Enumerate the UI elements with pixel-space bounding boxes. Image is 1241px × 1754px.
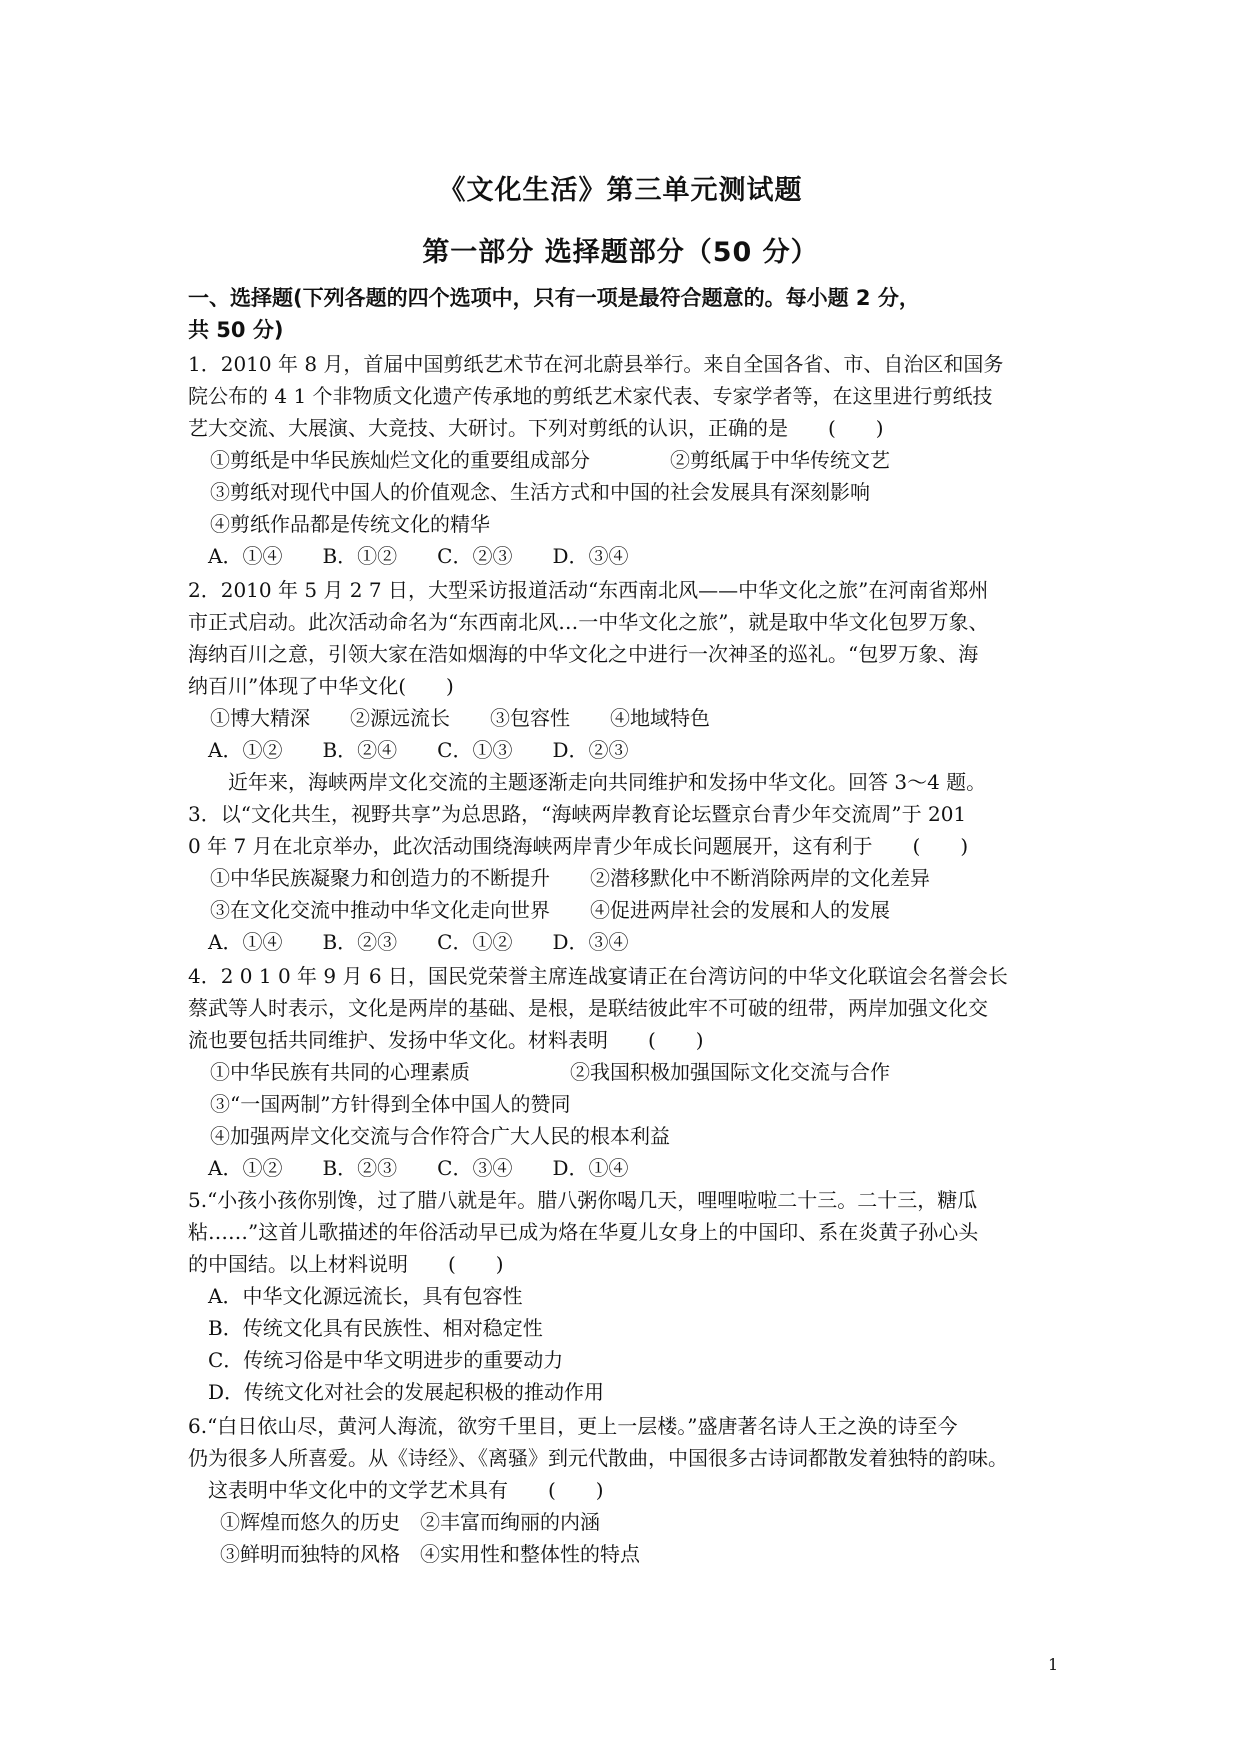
question-5-text: 的中国结。以上材料说明 ( ) <box>188 1252 504 1276</box>
section-heading-line-2: 共 50 分) <box>188 318 284 342</box>
part-title: 第一部分 选择题部分（50 分） <box>422 237 819 268</box>
question-6-option: ③鲜明而独特的风格 ④实用性和整体性的特点 <box>220 1542 640 1566</box>
question-5-choice-a: A．中华文化源远流长，具有包容性 <box>208 1284 523 1308</box>
question-2-text: 市正式启动。此次活动命名为“东西南北风…一中华文化之旅”，就是取中华文化包罗万象、 <box>188 610 989 634</box>
question-4-option: ④加强两岸文化交流与合作符合广大人民的根本利益 <box>210 1124 670 1148</box>
question-3-option: ①中华民族凝聚力和创造力的不断提升 ②潜移默化中不断消除两岸的文化差异 <box>210 866 930 890</box>
question-6-text: 仍为很多人所喜爱。从《诗经》、《离骚》到元代散曲，中国很多古诗词都散发着独特的韵味。 <box>188 1446 1008 1470</box>
question-5-choice-c: C．传统习俗是中华文明进步的重要动力 <box>208 1348 564 1372</box>
page-number: 1 <box>1048 1655 1059 1674</box>
question-1-option: ③剪纸对现代中国人的价值观念、生活方式和中国的社会发展具有深刻影响 <box>210 480 870 504</box>
question-5-choice-d: D．传统文化对社会的发展起积极的推动作用 <box>208 1380 605 1404</box>
question-2-text: 纳百川”体现了中华文化( ) <box>188 674 454 698</box>
question-6-option: ①辉煌而悠久的历史 ②丰富而绚丽的内涵 <box>220 1510 600 1534</box>
question-1-text: 院公布的 4 1 个非物质文化遗产传承地的剪纸艺术家代表、专家学者等，在这里进行剪纸技 <box>188 384 993 408</box>
question-6-text: 6.“白日依山尽，黄河人海流，欲穷千里目，更上一层楼。”盛唐著名诗人王之涣的诗至今 <box>188 1414 958 1438</box>
passage-intro: 近年来，海峡两岸文化交流的主题逐渐走向共同维护和发扬中华文化。回答 3～4 题。 <box>228 770 987 794</box>
question-3-text: 0 年 7 月在北京举办，此次活动围绕海峡两岸青少年成长问题展开，这有利于 ( ) <box>188 834 969 858</box>
question-3-text: 3．以“文化共生，视野共享”为总思路，“海峡两岸教育论坛暨京台青少年交流周”于 201 <box>188 802 967 826</box>
question-4-text: 流也要包括共同维护、发扬中华文化。材料表明 ( ) <box>188 1028 704 1052</box>
question-4-text: 蔡武等人时表示，文化是两岸的基础、是根，是联结彼此牢不可破的纽带，两岸加强文化交 <box>188 996 988 1020</box>
question-2-text: 海纳百川之意，引领大家在浩如烟海的中华文化之中进行一次神圣的巡礼。“包罗万象、海 <box>188 642 979 666</box>
question-4-text: 4．2 0 1 0 年 9 月 6 日，国民党荣誉主席连战宴请正在台湾访问的中华文化联谊会名誉会长 <box>188 964 1008 988</box>
question-2-choices: A．①② B．②④ C．①③ D．②③ <box>208 738 629 762</box>
question-4-option: ①中华民族有共同的心理素质 ②我国积极加强国际文化交流与合作 <box>210 1060 890 1084</box>
question-5-text: 5.“小孩小孩你别馋，过了腊八就是年。腊八粥你喝几天，哩哩啦啦二十三。二十三，糖瓜 <box>188 1188 978 1212</box>
question-5-text: 粘……”这首儿歌描述的年俗活动早已成为烙在华夏儿女身上的中国印、系在炎黄子孙心头 <box>188 1220 979 1244</box>
document-title: 《文化生活》第三单元测试题 <box>438 175 803 206</box>
question-3-option: ③在文化交流中推动中华文化走向世界 ④促进两岸社会的发展和人的发展 <box>210 898 890 922</box>
question-5-choice-b: B．传统文化具有民族性、相对稳定性 <box>208 1316 543 1340</box>
question-1-option: ①剪纸是中华民族灿烂文化的重要组成部分 ②剪纸属于中华传统文艺 <box>210 448 890 472</box>
question-2-option: ①博大精深 ②源远流长 ③包容性 ④地域特色 <box>210 706 710 730</box>
question-6-text: 这表明中华文化中的文学艺术具有 ( ) <box>208 1478 604 1502</box>
question-1-text: 1．2010 年 8 月，首届中国剪纸艺术节在河北蔚县举行。来自全国各省、市、自治区和国务 <box>188 352 1004 376</box>
question-2-text: 2．2010 年 5 月 2 7 日，大型采访报道活动“东西南北风——中华文化之旅”在河南省郑州 <box>188 578 989 602</box>
question-1-option: ④剪纸作品都是传统文化的精华 <box>210 512 490 536</box>
question-4-option: ③“一国两制”方针得到全体中国人的赞同 <box>210 1092 571 1116</box>
question-1-choices: A．①④ B．①② C．②③ D．③④ <box>208 544 629 568</box>
question-3-choices: A．①④ B．②③ C．①② D．③④ <box>208 930 629 954</box>
section-heading-line-1: 一、选择题(下列各题的四个选项中，只有一项是最符合题意的。每小题 2 分， <box>188 286 920 310</box>
question-1-text: 艺大交流、大展演、大竞技、大研讨。下列对剪纸的认识，正确的是 ( ) <box>188 416 884 440</box>
question-4-choices: A．①② B．②③ C．③④ D．①④ <box>208 1156 629 1180</box>
